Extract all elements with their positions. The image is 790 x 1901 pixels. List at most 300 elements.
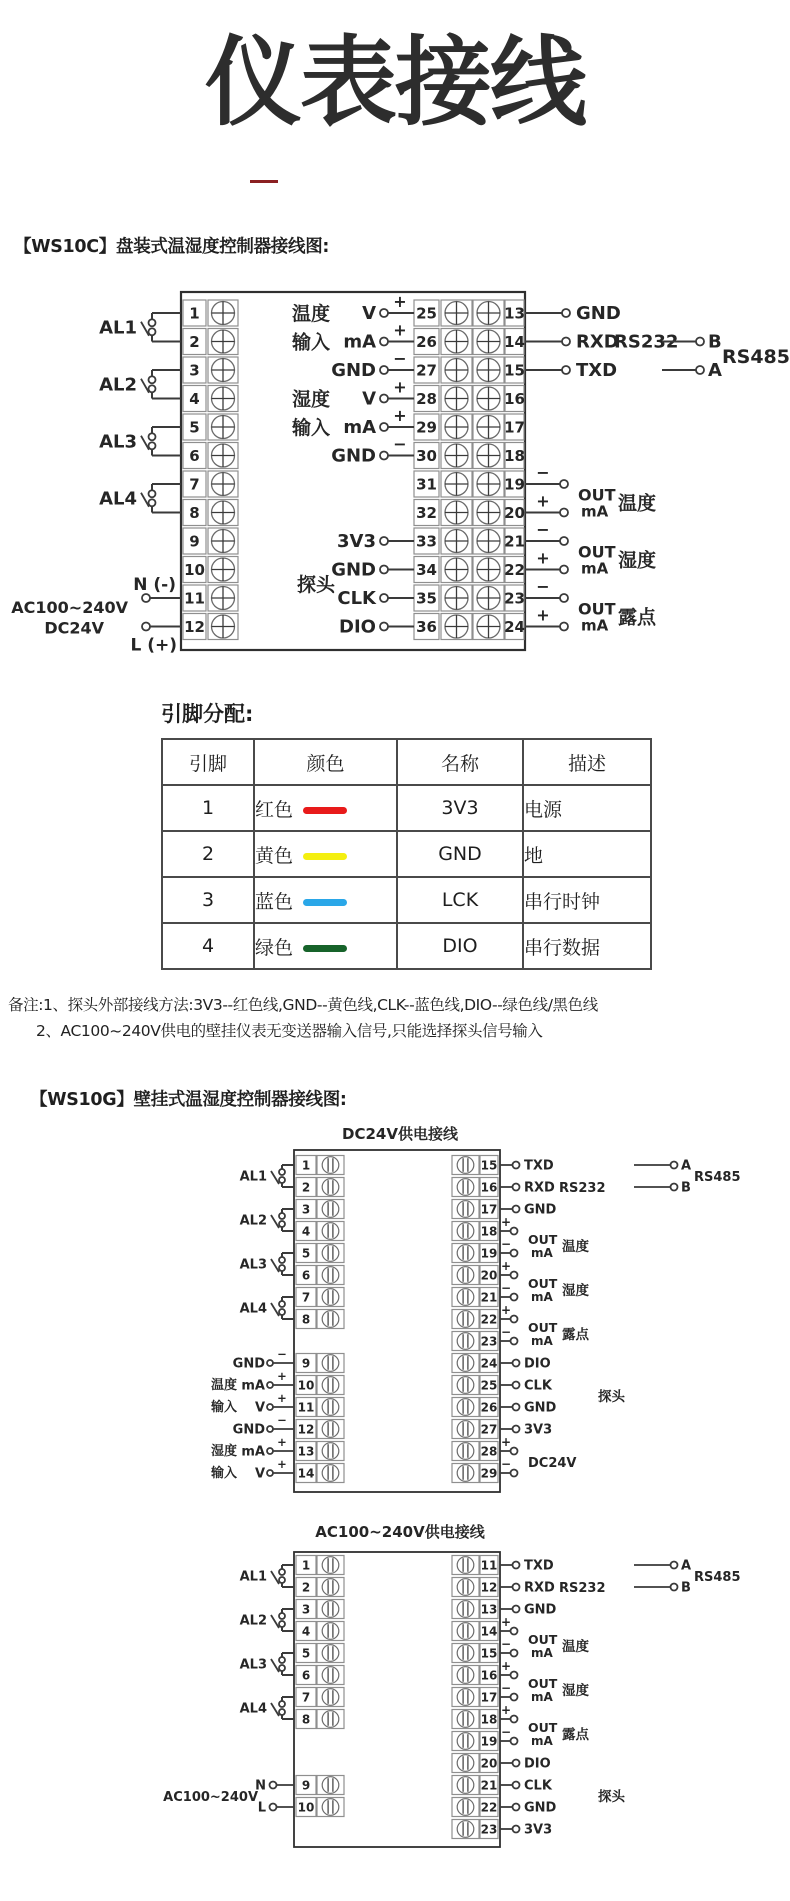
screw-terminal-cell xyxy=(317,1310,344,1329)
polarity-label: − xyxy=(536,463,550,482)
switch-contact xyxy=(279,1657,285,1663)
terminal-number: 6 xyxy=(301,1668,311,1683)
switch-contact xyxy=(279,1169,285,1175)
terminal-number: 10 xyxy=(297,1378,315,1393)
switch-lever xyxy=(271,1571,279,1584)
wire-terminal-dot xyxy=(513,1606,520,1613)
switch-contact xyxy=(279,1213,285,1219)
diagram-title: DC24V供电接线 xyxy=(342,1125,458,1143)
power-n-label: N (-) xyxy=(133,575,176,595)
polarity-label: + xyxy=(277,1435,287,1449)
terminal-number: 22 xyxy=(504,560,525,579)
terminal-number: 35 xyxy=(416,589,437,608)
ws10g-ac-wiring-diagram xyxy=(0,1505,790,1895)
terminal-number: 34 xyxy=(416,560,437,579)
rs485-line-label: B xyxy=(681,1180,691,1196)
output-name: 湿度 xyxy=(562,1683,589,1699)
ws10g-section-title: 【WS10G】壁挂式温湿度控制器接线图: xyxy=(30,1090,347,1110)
terminal-number: 16 xyxy=(504,389,525,408)
probe-signal-label: DIO xyxy=(339,616,376,638)
screw-terminal-cell xyxy=(317,1376,344,1395)
wire-terminal-dot xyxy=(511,1716,518,1723)
ws10g-dc24v-wiring-diagram xyxy=(0,1110,790,1500)
input-group-label: 湿度 xyxy=(292,388,331,411)
terminal-number: 4 xyxy=(301,1624,311,1639)
input-group-label: 湿度 xyxy=(211,1444,238,1459)
terminal-number: 7 xyxy=(189,475,200,494)
terminal-number: 21 xyxy=(480,1778,498,1793)
screw-terminal-cell xyxy=(317,1288,344,1307)
terminal-number: 5 xyxy=(189,418,200,437)
terminal-number: 18 xyxy=(480,1712,498,1727)
comm-label: RXD xyxy=(524,1180,555,1196)
terminal-number: 17 xyxy=(504,418,525,437)
probe-label: 探头 xyxy=(598,1389,625,1405)
power-l-label: L (+) xyxy=(130,635,177,656)
switch-lever xyxy=(271,1303,279,1316)
terminal-number: 24 xyxy=(480,1356,498,1371)
switch-contact xyxy=(279,1577,285,1583)
terminal-number: 19 xyxy=(480,1734,498,1749)
terminal-number: 14 xyxy=(480,1624,498,1639)
wire-terminal-dot xyxy=(671,1562,678,1569)
terminal-number: 7 xyxy=(301,1290,311,1305)
terminal-number: 3 xyxy=(189,361,200,380)
output-name: 湿度 xyxy=(562,1283,589,1299)
wire-terminal-dot xyxy=(511,1338,518,1345)
wire-terminal-dot xyxy=(513,1826,520,1833)
terminal-number: 8 xyxy=(301,1312,311,1327)
switch-contact xyxy=(149,319,156,326)
screw-terminal-cell xyxy=(317,1644,344,1663)
signal-label: GND xyxy=(232,1356,265,1372)
polarity-label: + xyxy=(500,1215,512,1229)
screw-terminal-cell xyxy=(452,1200,479,1219)
note-line-2: 2、AC100~240V供电的壁挂仪表无变送器输入信号,只能选择探头信号输入 xyxy=(36,1022,543,1040)
terminal-number: 10 xyxy=(184,560,205,579)
wire-terminal-dot xyxy=(511,1672,518,1679)
polarity-label: − xyxy=(393,434,407,454)
probe-signal-label: 3V3 xyxy=(337,531,376,552)
screw-terminal-cell xyxy=(317,1420,344,1439)
polarity-label: − xyxy=(500,1637,512,1651)
page-title: 仪表接线 xyxy=(205,26,585,139)
alarm-label: AL3 xyxy=(99,431,137,453)
pin-assignment-title: 引脚分配: xyxy=(161,702,254,726)
wire-color-cell xyxy=(254,785,397,831)
wire-terminal-dot xyxy=(511,1448,518,1455)
wire-color-name: 黄色 xyxy=(255,844,294,867)
terminal-number: 1 xyxy=(189,304,200,323)
switch-lever xyxy=(271,1215,279,1228)
terminal-number: 21 xyxy=(480,1290,498,1305)
terminal-number: 28 xyxy=(480,1444,498,1459)
terminal-number: 12 xyxy=(480,1580,498,1595)
table-row xyxy=(162,877,651,923)
polarity-label: − xyxy=(500,1325,512,1339)
signal-description: 串行数据 xyxy=(523,923,651,969)
switch-contact xyxy=(279,1709,285,1715)
terminal-number: 26 xyxy=(416,332,437,351)
signal-name: GND xyxy=(397,831,523,877)
alarm-label: AL4 xyxy=(239,1701,267,1717)
terminal-number: 20 xyxy=(480,1756,498,1771)
terminal-number: 23 xyxy=(480,1822,498,1837)
switch-contact xyxy=(149,376,156,383)
signal-label: V xyxy=(362,303,376,324)
pin-number: 1 xyxy=(162,785,254,831)
polarity-label: + xyxy=(500,1703,512,1717)
screw-terminal-cell xyxy=(452,1776,479,1795)
terminal-number: 11 xyxy=(184,589,205,608)
screw-terminal-cell xyxy=(452,1288,479,1307)
polarity-label: + xyxy=(393,292,407,311)
screw-terminal-cell xyxy=(317,1266,344,1285)
terminal-number: 13 xyxy=(297,1444,315,1459)
switch-contact xyxy=(149,385,156,392)
probe-signal-label: CLK xyxy=(524,1378,552,1394)
screw-terminal-cell xyxy=(452,1222,479,1241)
wire-terminal-dot xyxy=(267,1382,273,1388)
switch-lever xyxy=(271,1703,279,1716)
screw-terminal-cell xyxy=(452,1354,479,1373)
switch-contact xyxy=(149,490,156,497)
ws10c-section-title: 【WS10C】盘装式温湿度控制器接线图: xyxy=(14,237,330,257)
terminal-number: 9 xyxy=(189,532,200,551)
ma-label: mA xyxy=(531,1246,553,1260)
switch-lever xyxy=(271,1171,279,1184)
signal-label: V xyxy=(254,1400,265,1416)
signal-label: GND xyxy=(331,445,376,467)
power-dc-label: DC24V xyxy=(528,1456,577,1471)
input-group-label: 输入 xyxy=(211,1400,238,1415)
screw-terminal-cell xyxy=(317,1464,344,1483)
polarity-label: + xyxy=(277,1457,287,1471)
switch-contact xyxy=(279,1265,285,1271)
out-label: OUT xyxy=(528,1632,558,1647)
terminal-number: 18 xyxy=(504,446,525,465)
switch-lever xyxy=(271,1659,279,1672)
terminal-number: 5 xyxy=(301,1646,311,1661)
terminal-number: 20 xyxy=(480,1268,498,1283)
probe-signal-label: 3V3 xyxy=(524,1822,553,1838)
rs485-line-label: A xyxy=(681,1158,692,1174)
screw-terminal-cell xyxy=(452,1376,479,1395)
probe-signal-label: DIO xyxy=(524,1356,551,1372)
polarity-label: − xyxy=(536,520,550,539)
col-header-pin: 引脚 xyxy=(162,739,254,785)
polarity-label: + xyxy=(500,1259,512,1273)
wire-terminal-dot xyxy=(560,594,568,602)
rs485-label: RS485 xyxy=(694,1570,741,1585)
screw-terminal-cell xyxy=(317,1398,344,1417)
screw-terminal-cell xyxy=(317,1156,344,1175)
terminal-number: 14 xyxy=(504,332,525,351)
wire-terminal-dot xyxy=(142,623,150,631)
signal-label: mA xyxy=(343,417,376,438)
wire-terminal-dot xyxy=(511,1738,518,1745)
polarity-label: − xyxy=(500,1281,512,1295)
screw-terminal-cell xyxy=(452,1464,479,1483)
power-line-label: N xyxy=(255,1778,266,1794)
wire-terminal-dot xyxy=(511,1272,518,1279)
signal-label: V xyxy=(362,388,376,410)
screw-terminal-cell xyxy=(452,1244,479,1263)
rs232-label: RS232 xyxy=(559,1181,606,1196)
power-ac-label: AC100~240V xyxy=(11,598,128,617)
wire-color-cell xyxy=(254,831,397,877)
screw-terminal-cell xyxy=(317,1200,344,1219)
terminal-number: 30 xyxy=(416,446,437,465)
polarity-label: − xyxy=(393,349,407,368)
alarm-label: AL4 xyxy=(99,488,137,510)
ws10c-wiring-diagram xyxy=(0,230,790,665)
terminal-number: 26 xyxy=(480,1400,498,1415)
polarity-label: + xyxy=(393,406,407,425)
wire-terminal-dot xyxy=(511,1250,518,1257)
polarity-label: + xyxy=(277,1391,287,1405)
switch-contact xyxy=(279,1309,285,1315)
wire-terminal-dot xyxy=(267,1448,273,1454)
terminal-number: 36 xyxy=(416,617,437,636)
wire-terminal-dot xyxy=(560,509,568,517)
wire-terminal-dot xyxy=(267,1360,273,1366)
comm-label: RXD xyxy=(524,1580,555,1596)
terminal-number: 29 xyxy=(416,418,437,437)
terminal-number: 15 xyxy=(480,1158,498,1173)
screw-terminal-cell xyxy=(452,1578,479,1597)
screw-terminal-cell xyxy=(317,1442,344,1461)
terminal-number: 19 xyxy=(480,1246,498,1261)
wire-terminal-dot xyxy=(380,537,388,545)
terminal-number: 33 xyxy=(416,532,437,551)
polarity-label: + xyxy=(536,548,550,568)
output-name: 温度 xyxy=(562,1239,589,1255)
terminal-number: 21 xyxy=(504,532,525,551)
terminal-number: 27 xyxy=(480,1422,498,1437)
terminal-number: 2 xyxy=(189,332,200,351)
out-label: OUT xyxy=(528,1676,558,1691)
comm-label: GND xyxy=(524,1602,557,1618)
terminal-number: 22 xyxy=(480,1800,498,1815)
screw-terminal-cell xyxy=(452,1666,479,1685)
screw-terminal-cell xyxy=(452,1332,479,1351)
color-swatch xyxy=(303,853,347,860)
signal-label: mA xyxy=(241,1444,265,1460)
probe-signal-label: CLK xyxy=(524,1778,552,1794)
diagram-title: AC100~240V供电接线 xyxy=(315,1523,485,1541)
terminal-number: 6 xyxy=(189,446,200,465)
screw-terminal-cell xyxy=(452,1178,479,1197)
terminal-number: 17 xyxy=(480,1202,498,1217)
wire-terminal-dot xyxy=(562,366,570,374)
terminal-number: 3 xyxy=(301,1602,311,1617)
wire-color-name: 蓝色 xyxy=(255,890,294,913)
terminal-number: 18 xyxy=(480,1224,498,1239)
screw-terminal-cell xyxy=(452,1622,479,1641)
probe-signal-label: DIO xyxy=(524,1756,551,1772)
wire-terminal-dot xyxy=(696,338,704,346)
switch-contact xyxy=(279,1665,285,1671)
signal-label: mA xyxy=(241,1378,265,1394)
wire-terminal-dot xyxy=(671,1184,678,1191)
terminal-number: 12 xyxy=(297,1422,315,1437)
wire-terminal-dot xyxy=(511,1628,518,1635)
polarity-label: − xyxy=(277,1347,287,1361)
wire-color-name: 绿色 xyxy=(255,936,294,959)
wire-terminal-dot xyxy=(513,1760,520,1767)
wire-terminal-dot xyxy=(513,1404,520,1411)
alarm-label: AL4 xyxy=(239,1301,267,1317)
terminal-number: 1 xyxy=(301,1558,311,1573)
alarm-label: AL3 xyxy=(239,1257,267,1273)
wire-terminal-dot xyxy=(560,480,568,488)
terminal-number: 14 xyxy=(297,1466,315,1481)
terminal-number: 16 xyxy=(480,1180,498,1195)
alarm-label: AL1 xyxy=(239,1169,267,1185)
comm-label: TXD xyxy=(576,360,618,381)
output-name: 露点 xyxy=(562,1327,589,1343)
terminal-number: 12 xyxy=(184,617,205,636)
terminal-number: 3 xyxy=(301,1202,311,1217)
switch-contact xyxy=(279,1221,285,1227)
screw-terminal-cell xyxy=(452,1820,479,1839)
out-label: OUT xyxy=(578,599,616,619)
terminal-number: 1 xyxy=(301,1158,311,1173)
signal-label: V xyxy=(254,1466,265,1482)
screw-terminal-cell xyxy=(317,1578,344,1597)
switch-contact xyxy=(149,328,156,335)
power-ac-label: AC100~240V xyxy=(163,1790,258,1805)
rs485-line-label: B xyxy=(708,331,722,353)
pin-number: 3 xyxy=(162,877,254,923)
pin-number: 4 xyxy=(162,923,254,969)
polarity-label: − xyxy=(500,1457,512,1471)
wire-terminal-dot xyxy=(513,1584,520,1591)
ma-label: mA xyxy=(531,1334,553,1348)
screw-terminal-cell xyxy=(317,1178,344,1197)
terminal-number: 10 xyxy=(297,1800,315,1815)
rs485-label: RS485 xyxy=(722,345,790,368)
rs485-line-label: A xyxy=(708,360,722,381)
rs485-label: RS485 xyxy=(694,1170,741,1185)
terminal-number: 13 xyxy=(504,304,525,323)
wire-terminal-dot xyxy=(270,1782,277,1789)
wire-color-cell xyxy=(254,877,397,923)
input-group-label: 输入 xyxy=(211,1466,238,1481)
wire-terminal-dot xyxy=(562,309,570,317)
out-label: OUT xyxy=(578,485,616,505)
out-label: OUT xyxy=(528,1320,558,1335)
terminal-number: 24 xyxy=(504,617,525,636)
output-name: 温度 xyxy=(618,492,657,515)
output-name: 露点 xyxy=(618,606,657,629)
signal-name: LCK xyxy=(397,877,523,923)
terminal-number: 7 xyxy=(301,1690,311,1705)
probe-label: 探头 xyxy=(598,1789,625,1805)
screw-terminal-cell xyxy=(452,1310,479,1329)
terminal-number: 32 xyxy=(416,503,437,522)
rs485-line-label: A xyxy=(681,1558,692,1574)
ma-label: mA xyxy=(531,1290,553,1304)
wire-terminal-dot xyxy=(267,1426,273,1432)
terminal-number: 22 xyxy=(480,1312,498,1327)
screw-terminal-cell xyxy=(317,1354,344,1373)
polarity-label: − xyxy=(277,1413,287,1427)
wire-terminal-dot xyxy=(513,1162,520,1169)
screw-terminal-cell xyxy=(317,1222,344,1241)
out-label: OUT xyxy=(528,1232,558,1247)
color-swatch xyxy=(303,945,347,952)
polarity-label: + xyxy=(277,1369,287,1383)
probe-label: 探头 xyxy=(297,573,336,596)
screw-terminal-cell xyxy=(317,1600,344,1619)
wire-terminal-dot xyxy=(380,452,388,460)
terminal-number: 23 xyxy=(504,589,525,608)
probe-signal-label: GND xyxy=(524,1800,557,1816)
terminal-number: 17 xyxy=(480,1690,498,1705)
switch-contact xyxy=(279,1569,285,1575)
wire-terminal-dot xyxy=(513,1782,520,1789)
polarity-label: + xyxy=(500,1435,512,1449)
wire-color-cell xyxy=(254,923,397,969)
output-name: 温度 xyxy=(562,1639,589,1655)
polarity-label: − xyxy=(500,1681,512,1695)
terminal-number: 6 xyxy=(301,1268,311,1283)
comm-label: TXD xyxy=(524,1158,554,1174)
terminal-number: 29 xyxy=(480,1466,498,1481)
terminal-number: 8 xyxy=(189,503,200,522)
terminal-number: 28 xyxy=(416,389,437,408)
switch-contact xyxy=(279,1177,285,1183)
terminal-number: 11 xyxy=(480,1558,498,1573)
wire-terminal-dot xyxy=(380,566,388,574)
terminal-number: 2 xyxy=(301,1180,311,1195)
wire-terminal-dot xyxy=(671,1584,678,1591)
wire-terminal-dot xyxy=(513,1426,520,1433)
screw-terminal-cell xyxy=(452,1442,479,1461)
screw-terminal-cell xyxy=(452,1398,479,1417)
comm-label: TXD xyxy=(524,1558,554,1574)
wire-terminal-dot xyxy=(270,1804,277,1811)
wire-terminal-dot xyxy=(142,594,150,602)
screw-terminal-cell xyxy=(317,1776,344,1795)
input-group-label: 输入 xyxy=(292,331,331,354)
terminal-number: 25 xyxy=(480,1378,498,1393)
alarm-label: AL1 xyxy=(239,1569,267,1585)
screw-terminal-cell xyxy=(452,1754,479,1773)
screw-terminal-cell xyxy=(317,1798,344,1817)
title-divider xyxy=(250,180,278,183)
wire-terminal-dot xyxy=(511,1228,518,1235)
col-header-name: 名称 xyxy=(397,739,523,785)
screw-terminal-cell xyxy=(452,1732,479,1751)
wire-terminal-dot xyxy=(511,1650,518,1657)
polarity-label: + xyxy=(393,320,407,340)
switch-contact xyxy=(149,442,156,449)
wire-terminal-dot xyxy=(511,1694,518,1701)
switch-lever xyxy=(271,1615,279,1628)
terminal-number: 20 xyxy=(504,503,525,522)
wire-terminal-dot xyxy=(511,1294,518,1301)
wire-terminal-dot xyxy=(513,1804,520,1811)
color-swatch xyxy=(303,807,347,814)
terminal-number: 19 xyxy=(504,475,525,494)
wire-terminal-dot xyxy=(380,423,388,431)
screw-terminal-cell xyxy=(452,1644,479,1663)
input-group-label: 温度 xyxy=(292,303,331,325)
pin-assignment-table xyxy=(161,738,652,970)
